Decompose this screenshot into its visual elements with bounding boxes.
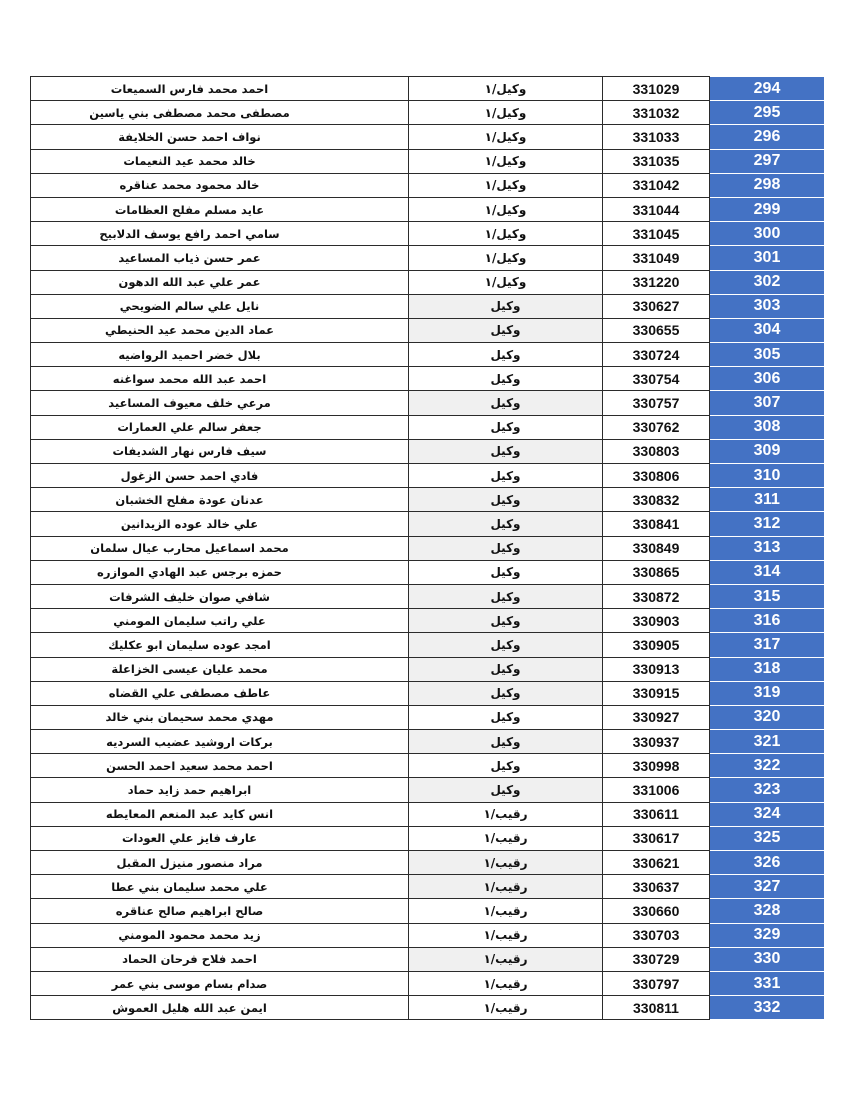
table-row xyxy=(31,464,825,488)
serial-number-cell: 300 xyxy=(710,222,825,246)
person-name-cell: نواف احمد حسن الخلايفة xyxy=(31,125,409,149)
table-row xyxy=(31,681,825,705)
rank-cell: وكيل/١ xyxy=(409,222,603,246)
serial-number-cell: 299 xyxy=(710,197,825,221)
rank-cell: وكيل xyxy=(409,488,603,512)
rank-cell: رقيب/١ xyxy=(409,923,603,947)
table-row xyxy=(31,584,825,608)
person-name-cell: ابراهيم حمد زايد حماد xyxy=(31,778,409,802)
person-name-cell: ايمن عبد الله هليل العموش xyxy=(31,996,409,1020)
serial-number-cell: 301 xyxy=(710,246,825,270)
serial-number-cell: 322 xyxy=(710,754,825,778)
rank-cell: وكيل/١ xyxy=(409,77,603,101)
person-name-cell: صالح ابراهيم صالح عناقره xyxy=(31,899,409,923)
military-number-cell: 331029 xyxy=(603,77,710,101)
table-row xyxy=(31,101,825,125)
rank-cell: وكيل xyxy=(409,560,603,584)
person-name-cell: خالد محمد عيد النعيمات xyxy=(31,149,409,173)
table-row xyxy=(31,705,825,729)
rank-cell: وكيل/١ xyxy=(409,173,603,197)
table-row xyxy=(31,947,825,971)
serial-number-cell: 327 xyxy=(710,875,825,899)
military-number-cell: 330915 xyxy=(603,681,710,705)
military-number-cell: 331220 xyxy=(603,270,710,294)
person-name-cell: جعفر سالم علي العمارات xyxy=(31,415,409,439)
table-row xyxy=(31,270,825,294)
table-row xyxy=(31,560,825,584)
person-name-cell: حمزه برجس عبد الهادي الموازره xyxy=(31,560,409,584)
table-row xyxy=(31,77,825,101)
table-row xyxy=(31,754,825,778)
serial-number-cell: 326 xyxy=(710,851,825,875)
table-row xyxy=(31,633,825,657)
table-row xyxy=(31,246,825,270)
military-number-cell: 331006 xyxy=(603,778,710,802)
military-number-cell: 330660 xyxy=(603,899,710,923)
rank-cell: رقيب/١ xyxy=(409,851,603,875)
military-number-cell: 331049 xyxy=(603,246,710,270)
rank-cell: وكيل xyxy=(409,512,603,536)
rank-cell: وكيل/١ xyxy=(409,246,603,270)
table-row xyxy=(31,197,825,221)
person-name-cell: سيف فارس نهار الشديفات xyxy=(31,439,409,463)
person-name-cell: مرعي خلف معيوف المساعيد xyxy=(31,391,409,415)
military-number-cell: 330621 xyxy=(603,851,710,875)
military-number-cell: 330832 xyxy=(603,488,710,512)
rank-cell: رقيب/١ xyxy=(409,899,603,923)
military-number-cell: 331035 xyxy=(603,149,710,173)
person-name-cell: مهدي محمد سحيمان بني خالد xyxy=(31,705,409,729)
military-number-cell: 330905 xyxy=(603,633,710,657)
military-number-cell: 330998 xyxy=(603,754,710,778)
person-name-cell: نايل علي سالم الضويحي xyxy=(31,294,409,318)
person-name-cell: عمر علي عبد الله الدهون xyxy=(31,270,409,294)
military-number-cell: 330655 xyxy=(603,318,710,342)
rank-cell: وكيل/١ xyxy=(409,197,603,221)
table-row xyxy=(31,415,825,439)
military-number-cell: 330913 xyxy=(603,657,710,681)
person-name-cell: عماد الدين محمد عيد الحنيطي xyxy=(31,318,409,342)
person-name-cell: احمد محمد سعيد احمد الحسن xyxy=(31,754,409,778)
rank-cell: رقيب/١ xyxy=(409,971,603,995)
serial-number-cell: 309 xyxy=(710,439,825,463)
serial-number-cell: 321 xyxy=(710,730,825,754)
person-name-cell: زيد محمد محمود المومني xyxy=(31,923,409,947)
rank-cell: رقيب/١ xyxy=(409,875,603,899)
rank-cell: وكيل xyxy=(409,730,603,754)
military-number-cell: 330627 xyxy=(603,294,710,318)
military-number-cell: 330611 xyxy=(603,802,710,826)
person-name-cell: عمر حسن ذياب المساعيد xyxy=(31,246,409,270)
military-number-cell: 331033 xyxy=(603,125,710,149)
serial-number-cell: 297 xyxy=(710,149,825,173)
rank-cell: وكيل xyxy=(409,415,603,439)
person-name-cell: عارف فايز علي العودات xyxy=(31,826,409,850)
serial-number-cell: 312 xyxy=(710,512,825,536)
table-row xyxy=(31,826,825,850)
table-row xyxy=(31,971,825,995)
table-row xyxy=(31,222,825,246)
serial-number-cell: 298 xyxy=(710,173,825,197)
person-name-cell: صدام بسام موسى بني عمر xyxy=(31,971,409,995)
person-name-cell: مراد منصور منيزل المقبل xyxy=(31,851,409,875)
military-number-cell: 331032 xyxy=(603,101,710,125)
table-row xyxy=(31,294,825,318)
serial-number-cell: 316 xyxy=(710,609,825,633)
table-row xyxy=(31,778,825,802)
table-row xyxy=(31,851,825,875)
serial-number-cell: 320 xyxy=(710,705,825,729)
serial-number-cell: 295 xyxy=(710,101,825,125)
military-number-cell: 330872 xyxy=(603,584,710,608)
table-row xyxy=(31,875,825,899)
person-name-cell: مصطفى محمد مصطفى بني ياسين xyxy=(31,101,409,125)
serial-number-cell: 306 xyxy=(710,367,825,391)
military-number-cell: 330803 xyxy=(603,439,710,463)
military-number-cell: 330865 xyxy=(603,560,710,584)
person-name-cell: احمد محمد فارس السميعات xyxy=(31,77,409,101)
serial-number-cell: 324 xyxy=(710,802,825,826)
military-number-cell: 330927 xyxy=(603,705,710,729)
military-number-cell: 331045 xyxy=(603,222,710,246)
person-name-cell: خالد محمود محمد عناقره xyxy=(31,173,409,197)
rank-cell: وكيل xyxy=(409,391,603,415)
person-name-cell: علي خالد عوده الزيدانين xyxy=(31,512,409,536)
rank-cell: وكيل xyxy=(409,464,603,488)
roster-table xyxy=(30,76,825,1020)
military-number-cell: 330729 xyxy=(603,947,710,971)
serial-number-cell: 294 xyxy=(710,77,825,101)
serial-number-cell: 332 xyxy=(710,996,825,1020)
military-number-cell: 330637 xyxy=(603,875,710,899)
serial-number-cell: 305 xyxy=(710,343,825,367)
table-row xyxy=(31,391,825,415)
rank-cell: وكيل/١ xyxy=(409,125,603,149)
table-row xyxy=(31,125,825,149)
military-number-cell: 330806 xyxy=(603,464,710,488)
serial-number-cell: 304 xyxy=(710,318,825,342)
table-row xyxy=(31,609,825,633)
table-row xyxy=(31,996,825,1020)
table-row xyxy=(31,899,825,923)
person-name-cell: محمد عليان عيسى الخزاعلة xyxy=(31,657,409,681)
rank-cell: وكيل xyxy=(409,609,603,633)
military-number-cell: 330811 xyxy=(603,996,710,1020)
rank-cell: وكيل/١ xyxy=(409,101,603,125)
serial-number-cell: 330 xyxy=(710,947,825,971)
table-row xyxy=(31,802,825,826)
serial-number-cell: 315 xyxy=(710,584,825,608)
rank-cell: وكيل xyxy=(409,318,603,342)
military-number-cell: 331044 xyxy=(603,197,710,221)
table-row xyxy=(31,367,825,391)
military-number-cell: 330724 xyxy=(603,343,710,367)
person-name-cell: سامي احمد رافع يوسف الدلابيح xyxy=(31,222,409,246)
rank-cell: وكيل xyxy=(409,633,603,657)
rank-cell: رقيب/١ xyxy=(409,802,603,826)
serial-number-cell: 329 xyxy=(710,923,825,947)
rank-cell: وكيل xyxy=(409,294,603,318)
person-name-cell: علي راتب سليمان المومني xyxy=(31,609,409,633)
rank-cell: وكيل xyxy=(409,536,603,560)
rank-cell: وكيل xyxy=(409,367,603,391)
rank-cell: وكيل xyxy=(409,778,603,802)
serial-number-cell: 325 xyxy=(710,826,825,850)
person-name-cell: عايد مسلم مفلح العظامات xyxy=(31,197,409,221)
military-number-cell: 330762 xyxy=(603,415,710,439)
table-row xyxy=(31,657,825,681)
person-name-cell: عاطف مصطفى علي القضاه xyxy=(31,681,409,705)
serial-number-cell: 311 xyxy=(710,488,825,512)
military-number-cell: 330849 xyxy=(603,536,710,560)
military-number-cell: 331042 xyxy=(603,173,710,197)
rank-cell: وكيل xyxy=(409,439,603,463)
serial-number-cell: 296 xyxy=(710,125,825,149)
table-row xyxy=(31,149,825,173)
table-row xyxy=(31,536,825,560)
person-name-cell: انس كايد عبد المنعم المعايطه xyxy=(31,802,409,826)
military-number-cell: 330903 xyxy=(603,609,710,633)
rank-cell: وكيل xyxy=(409,681,603,705)
military-number-cell: 330757 xyxy=(603,391,710,415)
person-name-cell: فادي احمد حسن الزغول xyxy=(31,464,409,488)
rank-cell: رقيب/١ xyxy=(409,996,603,1020)
person-name-cell: احمد فلاح فرحان الحماد xyxy=(31,947,409,971)
table-row xyxy=(31,923,825,947)
table-row xyxy=(31,173,825,197)
table-row xyxy=(31,730,825,754)
military-number-cell: 330703 xyxy=(603,923,710,947)
serial-number-cell: 310 xyxy=(710,464,825,488)
serial-number-cell: 317 xyxy=(710,633,825,657)
person-name-cell: علي محمد سليمان بني عطا xyxy=(31,875,409,899)
serial-number-cell: 302 xyxy=(710,270,825,294)
serial-number-cell: 328 xyxy=(710,899,825,923)
serial-number-cell: 308 xyxy=(710,415,825,439)
table-row xyxy=(31,439,825,463)
person-name-cell: عدنان عودة مفلح الخشبان xyxy=(31,488,409,512)
rank-cell: وكيل xyxy=(409,343,603,367)
person-name-cell: بلال خضر احميد الرواضيه xyxy=(31,343,409,367)
military-number-cell: 330937 xyxy=(603,730,710,754)
rank-cell: وكيل xyxy=(409,754,603,778)
military-number-cell: 330754 xyxy=(603,367,710,391)
rank-cell: وكيل xyxy=(409,584,603,608)
person-name-cell: بركات اروشيد عضيب السرديه xyxy=(31,730,409,754)
serial-number-cell: 307 xyxy=(710,391,825,415)
serial-number-cell: 313 xyxy=(710,536,825,560)
serial-number-cell: 303 xyxy=(710,294,825,318)
table-row xyxy=(31,343,825,367)
table-row xyxy=(31,318,825,342)
serial-number-cell: 323 xyxy=(710,778,825,802)
roster-table-body xyxy=(31,77,825,1020)
rank-cell: رقيب/١ xyxy=(409,826,603,850)
serial-number-cell: 318 xyxy=(710,657,825,681)
table-row xyxy=(31,488,825,512)
rank-cell: وكيل xyxy=(409,657,603,681)
person-name-cell: شافي صوان خليف الشرفات xyxy=(31,584,409,608)
rank-cell: وكيل/١ xyxy=(409,149,603,173)
serial-number-cell: 314 xyxy=(710,560,825,584)
military-number-cell: 330841 xyxy=(603,512,710,536)
rank-cell: وكيل/١ xyxy=(409,270,603,294)
serial-number-cell: 331 xyxy=(710,971,825,995)
person-name-cell: محمد اسماعيل محارب عيال سلمان xyxy=(31,536,409,560)
military-number-cell: 330797 xyxy=(603,971,710,995)
military-number-cell: 330617 xyxy=(603,826,710,850)
table-row xyxy=(31,512,825,536)
serial-number-cell: 319 xyxy=(710,681,825,705)
person-name-cell: امجد عوده سليمان ابو عكليك xyxy=(31,633,409,657)
rank-cell: رقيب/١ xyxy=(409,947,603,971)
rank-cell: وكيل xyxy=(409,705,603,729)
person-name-cell: احمد عبد الله محمد سواغنه xyxy=(31,367,409,391)
